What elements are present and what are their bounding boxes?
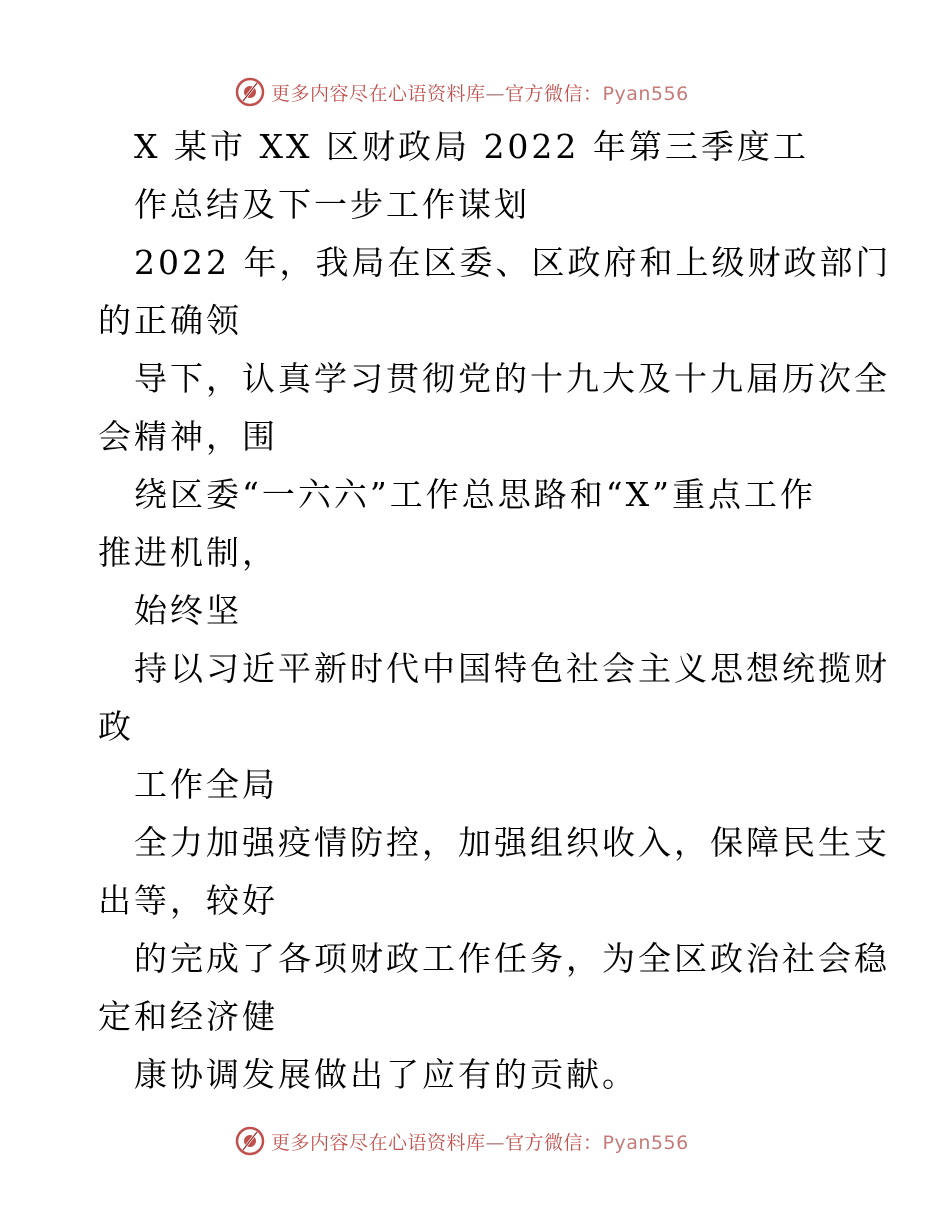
logo-icon (235, 77, 265, 107)
banner-wechat-label: 官方微信： (505, 82, 603, 105)
doc-line: 持以习近平新时代中国特色社会主义思想统揽财 (134, 649, 890, 688)
logo-icon (235, 1126, 265, 1156)
banner-wechat-label: 官方微信： (505, 1131, 603, 1154)
doc-line: 会精神，围 (98, 417, 278, 456)
banner-separator: — (485, 82, 506, 105)
doc-line: 的正确领 (98, 301, 242, 340)
doc-line: 工作全局 (134, 765, 278, 804)
doc-line: 绕区委“一六六”工作总思路和“X”重点工作 (134, 475, 816, 514)
doc-line: 始终坚 (134, 591, 242, 630)
doc-line: 出等，较好 (98, 881, 278, 920)
banner-text (271, 1128, 689, 1155)
banner-title: 更多内容尽在心语资料库 (271, 82, 486, 105)
doc-line: 导下，认真学习贯彻党的十九大及十九届历次全 (134, 359, 890, 398)
banner-wechat-id: Pyan556 (602, 1131, 689, 1154)
banner-separator: — (485, 1131, 506, 1154)
doc-title-line-1: X 某市 XX 区财政局 2022 年第三季度工 (134, 127, 809, 166)
doc-line: 康协调发展做出了应有的贡献。 (134, 1055, 638, 1094)
banner-wechat-id: Pyan556 (602, 82, 689, 105)
banner-title: 更多内容尽在心语资料库 (271, 1131, 486, 1154)
doc-title-line-2: 作总结及下一步工作谋划 (134, 185, 530, 224)
doc-line: 2022 年，我局在区委、区政府和上级财政部门 (134, 243, 892, 282)
doc-line: 的完成了各项财政工作任务，为全区政治社会稳 (134, 939, 890, 978)
doc-line: 推进机制， (98, 533, 278, 572)
footer-banner (235, 1121, 689, 1161)
banner-text (271, 79, 689, 106)
doc-line: 政 (98, 707, 134, 746)
header-banner (235, 72, 689, 112)
doc-line: 全力加强疫情防控，加强组织收入，保障民生支 (134, 823, 890, 862)
doc-line: 定和经济健 (98, 997, 278, 1036)
